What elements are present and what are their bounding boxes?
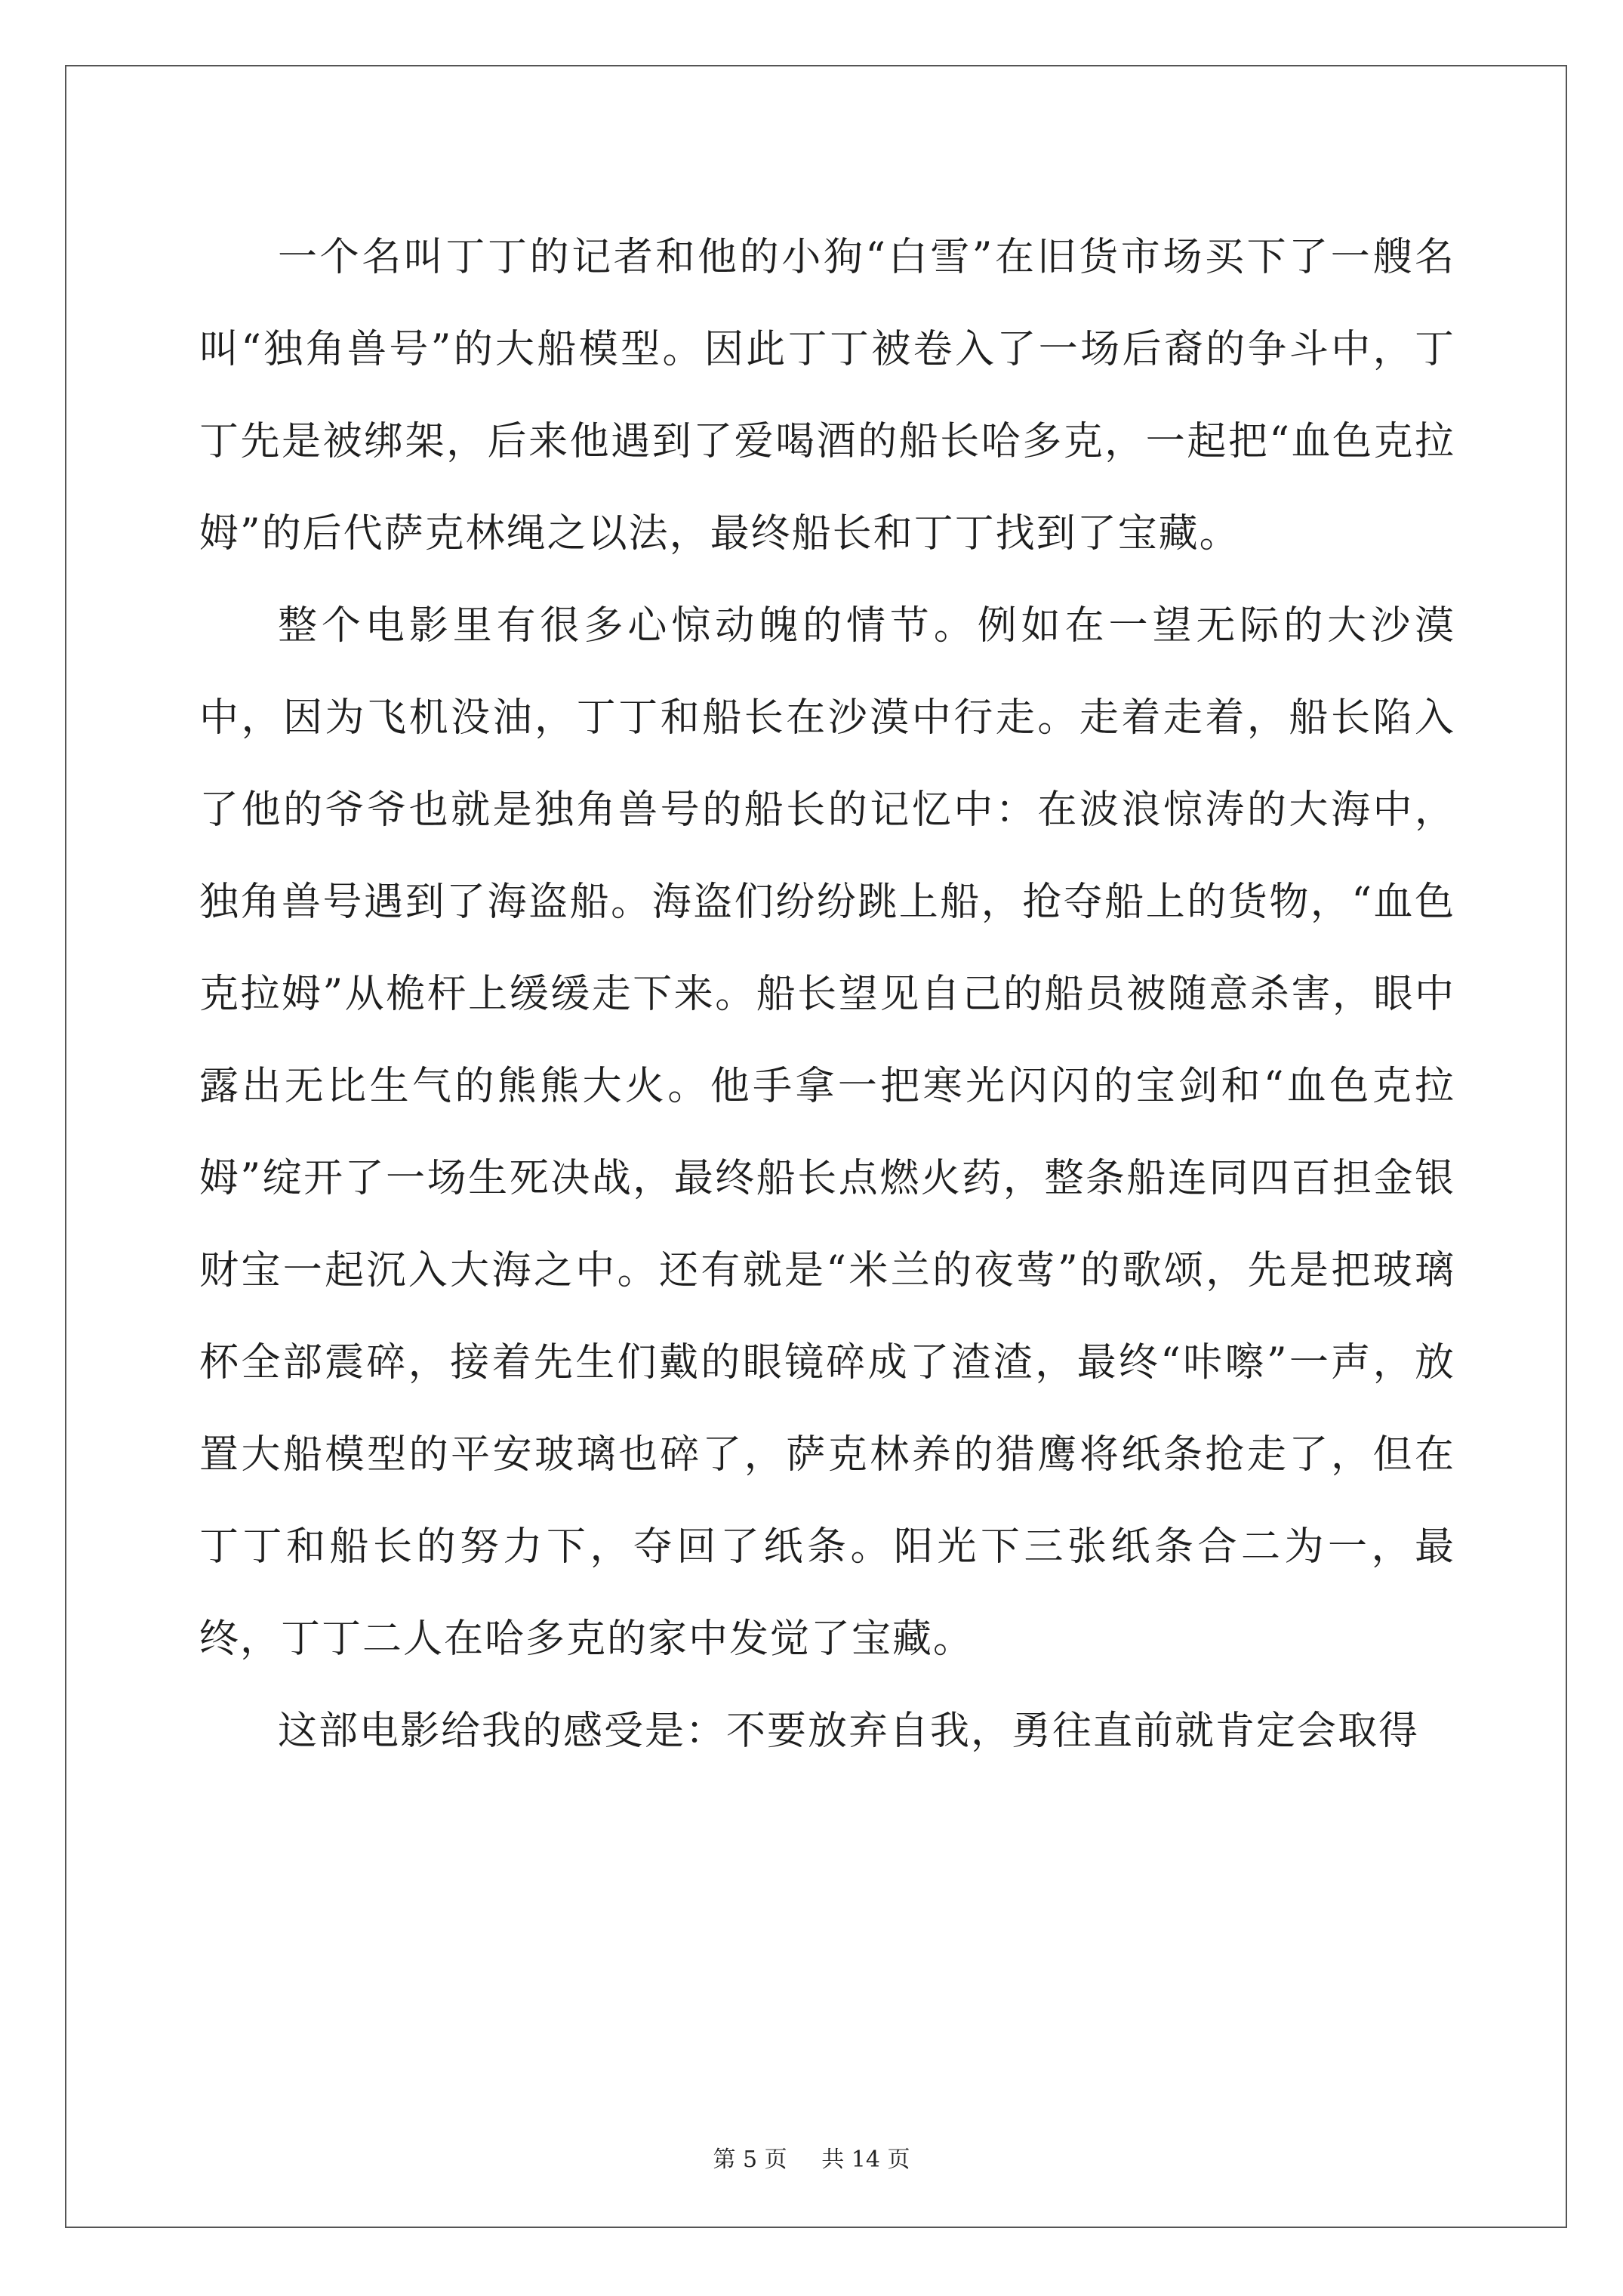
page-number: 第 5 页 bbox=[713, 2147, 787, 2173]
paragraph-3: 这部电影给我的感受是：不要放弃自我，勇往直前就肯定会取得 bbox=[278, 1709, 1420, 1754]
document-body bbox=[199, 211, 1455, 1777]
paragraph-1: 一个名叫丁丁的记者和他的小狗“白雪”在旧货市场买下了一艘名叫“独角兽号”的大船模型。因此丁丁被卷入了一场后裔的争斗中，丁丁先是被绑架，后来他遇到了爱喝酒的船长哈多克，一起把“血色克拉姆”的后代萨克林绳之以法，最终船长和丁丁找到了宝藏。 bbox=[199, 235, 1455, 556]
page-total: 共 14 页 bbox=[821, 2147, 910, 2173]
page-footer bbox=[0, 2140, 1623, 2174]
paragraph-2: 整个电影里有很多心惊动魄的情节。例如在一望无际的大沙漠中，因为飞机没油，丁丁和船长在沙漠中行走。走着走着，船长陷入了他的爷爷也就是独角兽号的船长的记忆中：在波浪惊涛的大海中，独角兽号遇到了海盗船。海盗们纷纷跳上船，抢夺船上的货物，“血色克拉姆”从桅杆上缓缓走下来。船长望见自己的船员被随意杀害，眼中露出无比生气的熊熊大火。他手拿一把寒光闪闪的宝剑和“血色克拉姆”绽开了一场生死决战，最终船长点燃火药，整条船连同四百担金银财宝一起沉入大海之中。还有就是“米兰的夜莺”的歌颂，先是把玻璃杯全部震碎，接着先生们戴的眼镜碎成了渣渣，最终“咔嚓”一声，放置大船模型的平安玻璃也碎了，萨克林养的猎鹰将纸条抢走了，但在丁丁和船长的努力下，夺回了纸条。阳光下三张纸条合二为一，最终，丁丁二人在哈多克的家中发觉了宝藏。 bbox=[199, 603, 1455, 1662]
